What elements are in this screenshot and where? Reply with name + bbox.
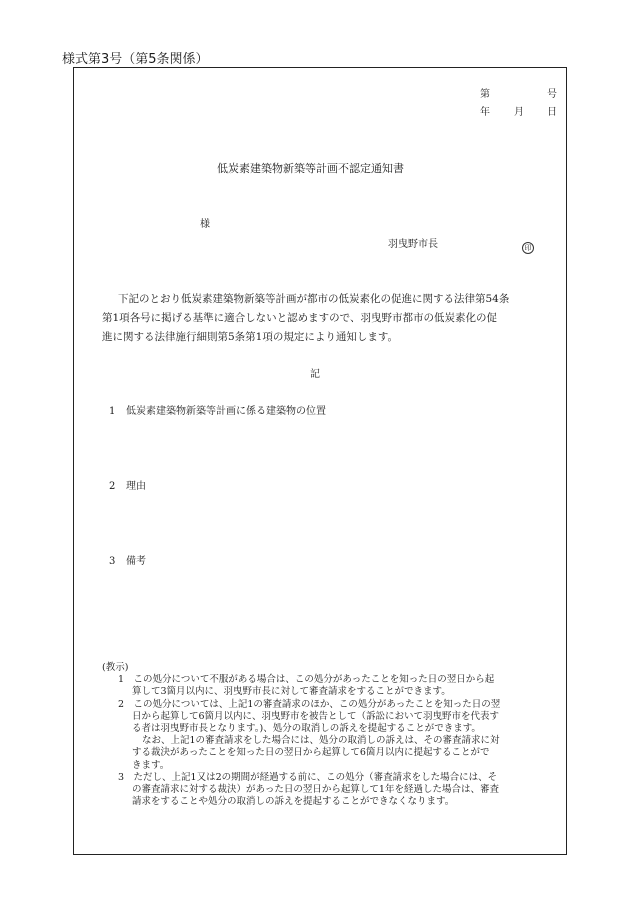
- note-3-line-3: 請求をすることや処分の取消しの訴えを提起することができなくなります。: [132, 796, 455, 808]
- item-2-label: 理由: [126, 481, 146, 492]
- seal-icon: 印: [522, 242, 534, 254]
- body-line-2: 第1項各号に掲げる基準に適合しないと認めますので、羽曳野市都市の低炭素化の促: [102, 312, 497, 324]
- note-2-line-5: する裁決があったことを知った日の翌日から起算して6箇月以内に提起することがで: [132, 747, 490, 759]
- year-label: 年: [480, 107, 490, 118]
- note-3-line-2: の審査請求に対する裁決）があった日の翌日から起算して1年を経過した場合は、審査: [132, 784, 499, 796]
- month-label: 月: [514, 107, 524, 118]
- number-label: 第: [480, 89, 490, 100]
- issuer-name: 羽曳野市長: [388, 239, 438, 250]
- number-suffix: 号: [547, 89, 557, 100]
- day-label: 日: [547, 107, 557, 118]
- ki-heading: 記: [310, 369, 320, 380]
- item-3-label: 備考: [126, 556, 146, 567]
- item-1-label: 低炭素建築物新築等計画に係る建築物の位置: [126, 406, 326, 417]
- note-1-line-1: 1 この処分について不服がある場合は、この処分があったことを知った日の翌日から起: [118, 674, 495, 686]
- note-2-line-4: なお、上記1の審査請求をした場合には、処分の取消しの訴えは、その審査請求に対: [142, 735, 500, 747]
- note-2-line-6: きます。: [132, 759, 170, 771]
- body-line-1: 下記のとおり低炭素建築物新築等計画が都市の低炭素化の促進に関する法律第54条: [118, 293, 510, 305]
- body-line-3: 進に関する法律施行細則第5条第1項の規定により通知します。: [102, 331, 399, 343]
- item-3-number: 3: [109, 556, 116, 567]
- note-3-line-1: 3 ただし、上記1又は2の期間が経過する前に、この処分（審査請求をした場合には、そ: [118, 771, 498, 783]
- form-number: 様式第3号（第5条関係）: [62, 52, 209, 67]
- notes-heading: (教示): [102, 662, 129, 673]
- note-2-line-2: 日から起算して6箇月以内に、羽曳野市を被告として（訴訟において羽曳野市を代表す: [132, 710, 500, 722]
- item-1-number: 1: [109, 406, 116, 417]
- note-2-line-3: る者は羽曳野市長となります。)、処分の取消しの訴えを提起することができます。: [132, 723, 481, 735]
- instruction-notes: [102, 662, 500, 808]
- item-2-number: 2: [109, 481, 116, 492]
- addressee-suffix: 様: [200, 219, 210, 230]
- document-title: 低炭素建築物新築等計画不認定通知書: [217, 162, 404, 175]
- note-2-line-1: 2 この処分については、上記1の審査請求のほか、この処分があったことを知った日の翌: [118, 698, 501, 710]
- note-1-line-2: 算して3箇月以内に、羽曳野市長に対して審査請求をすることができます。: [132, 686, 451, 698]
- seal-mark: [522, 237, 534, 256]
